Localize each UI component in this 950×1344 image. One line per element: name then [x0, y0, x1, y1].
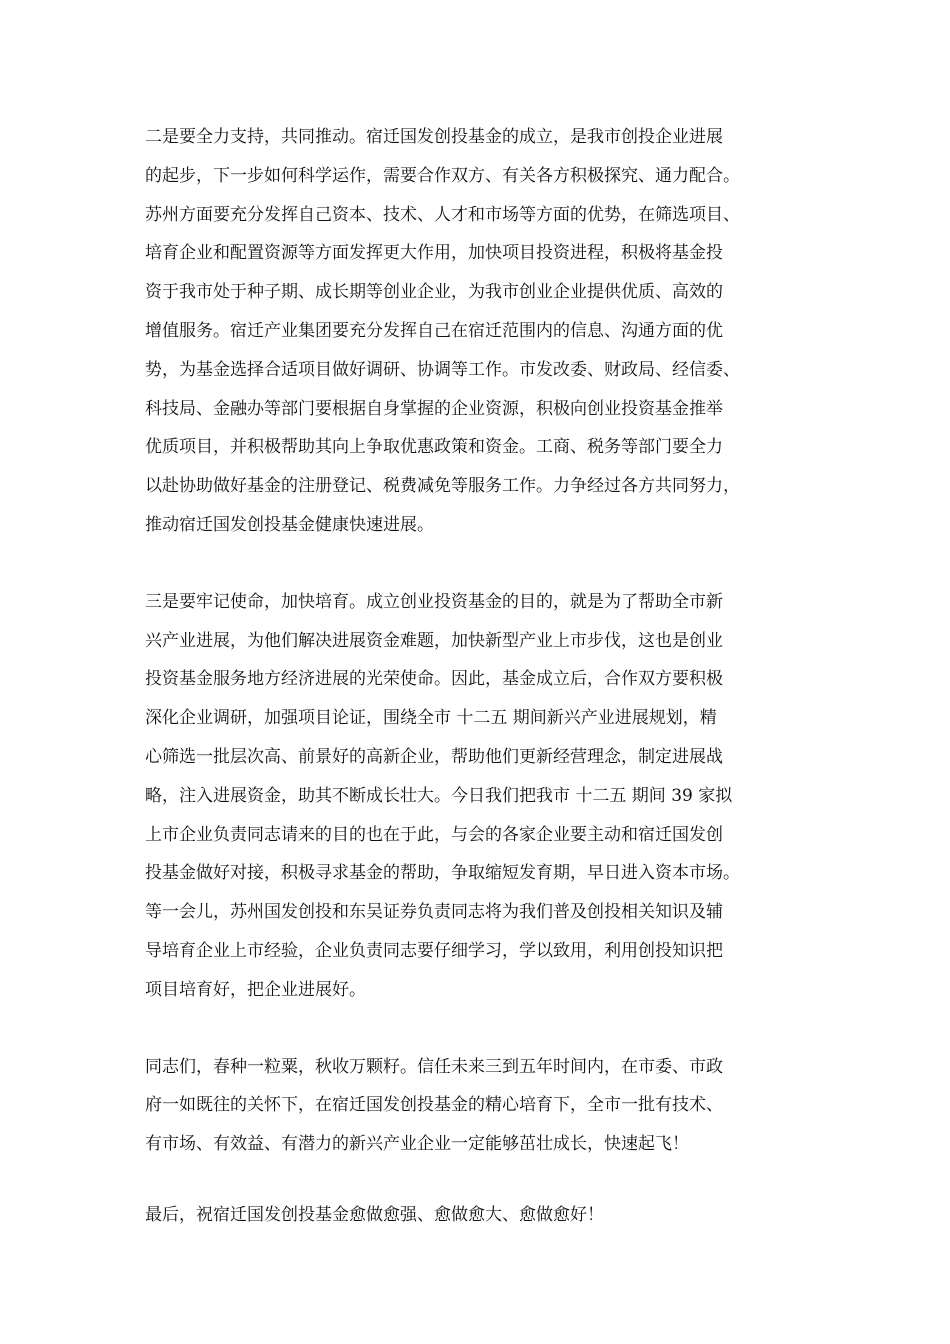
- paragraph-mission: [145, 583, 815, 1010]
- text-line: 优质项目，并积极帮助其向上争取优惠政策和资金。工商、税务等部门要全力: [145, 437, 723, 458]
- text-line: 同志们，春种一粒粟，秋收万颗籽。信任未来三到五年时间内，在市委、市政: [145, 1056, 723, 1077]
- text-line: 以赴协助做好基金的注册登记、税费减免等服务工作。力争经过各方共同努力，: [145, 476, 740, 497]
- text-line: 有市场、有效益、有潜力的新兴产业企业一定能够茁壮成长，快速起飞！: [145, 1134, 689, 1155]
- text-line: 略，注入进展资金，助其不断成长壮大。今日我们把我市 十二五 期间 39 家拟: [145, 785, 733, 806]
- text-line: 科技局、金融办等部门要根据自身掌握的企业资源，积极向创业投资基金推举: [145, 398, 723, 419]
- text-line: 苏州方面要充分发挥自己资本、技术、人才和市场等方面的优势，在筛选项目、: [145, 204, 740, 225]
- text-line: 导培育企业上市经验，企业负责同志要仔细学习，学以致用，利用创投知识把: [145, 940, 723, 961]
- text-line: 的起步，下一步如何科学运作，需要合作双方、有关各方积极探究、通力配合。: [145, 165, 740, 186]
- text-line: 资于我市处于种子期、成长期等创业企业，为我市创业企业提供优质、高效的: [145, 282, 723, 303]
- text-line: 上市企业负责同志请来的目的也在于此，与会的各家企业要主动和宿迁国发创: [145, 824, 723, 845]
- text-line: 二是要全力支持，共同推动。宿迁国发创投基金的成立，是我市创投企业进展: [145, 127, 723, 147]
- paragraph-closing: [145, 1196, 815, 1235]
- document-body: [145, 118, 815, 1235]
- text-line: 兴产业进展，为他们解决进展资金难题，加快新型产业上市步伐，这也是创业: [145, 630, 723, 651]
- text-line: 三是要牢记使命，加快培育。成立创业投资基金的目的，就是为了帮助全市新: [145, 591, 723, 612]
- text-line: 心筛选一批层次高、前景好的高新企业，帮助他们更新经营理念，制定进展战: [145, 746, 723, 767]
- paragraph-comrades: [145, 1048, 815, 1164]
- text-line: 势，为基金选择合适项目做好调研、协调等工作。市发改委、财政局、经信委、: [145, 359, 740, 380]
- text-line: 增值服务。宿迁产业集团要充分发挥自己在宿迁范围内的信息、沟通方面的优: [145, 320, 723, 341]
- text-line: 等一会儿，苏州国发创投和东吴证券负责同志将为我们普及创投相关知识及辅: [145, 902, 723, 923]
- text-line: 深化企业调研，加强项目论证，围绕全市 十二五 期间新兴产业进展规划，精: [145, 708, 717, 729]
- text-line: 投资基金服务地方经济进展的光荣使命。因此，基金成立后，合作双方要积极: [145, 669, 723, 690]
- text-line: 推动宿迁国发创投基金健康快速进展。: [145, 514, 434, 535]
- text-line: 项目培育好，把企业进展好。: [145, 979, 366, 1000]
- text-line: 府一如既往的关怀下，在宿迁国发创投基金的精心培育下，全市一批有技术、: [145, 1095, 723, 1116]
- paragraph-support: [145, 118, 815, 545]
- text-line: 投基金做好对接，积极寻求基金的帮助，争取缩短发育期，早日进入资本市场。: [145, 863, 740, 884]
- text-line: 培育企业和配置资源等方面发挥更大作用，加快项目投资进程，积极将基金投: [145, 243, 723, 264]
- text-line: 最后，祝宿迁国发创投基金愈做愈强、愈做愈大、愈做愈好！: [145, 1204, 604, 1225]
